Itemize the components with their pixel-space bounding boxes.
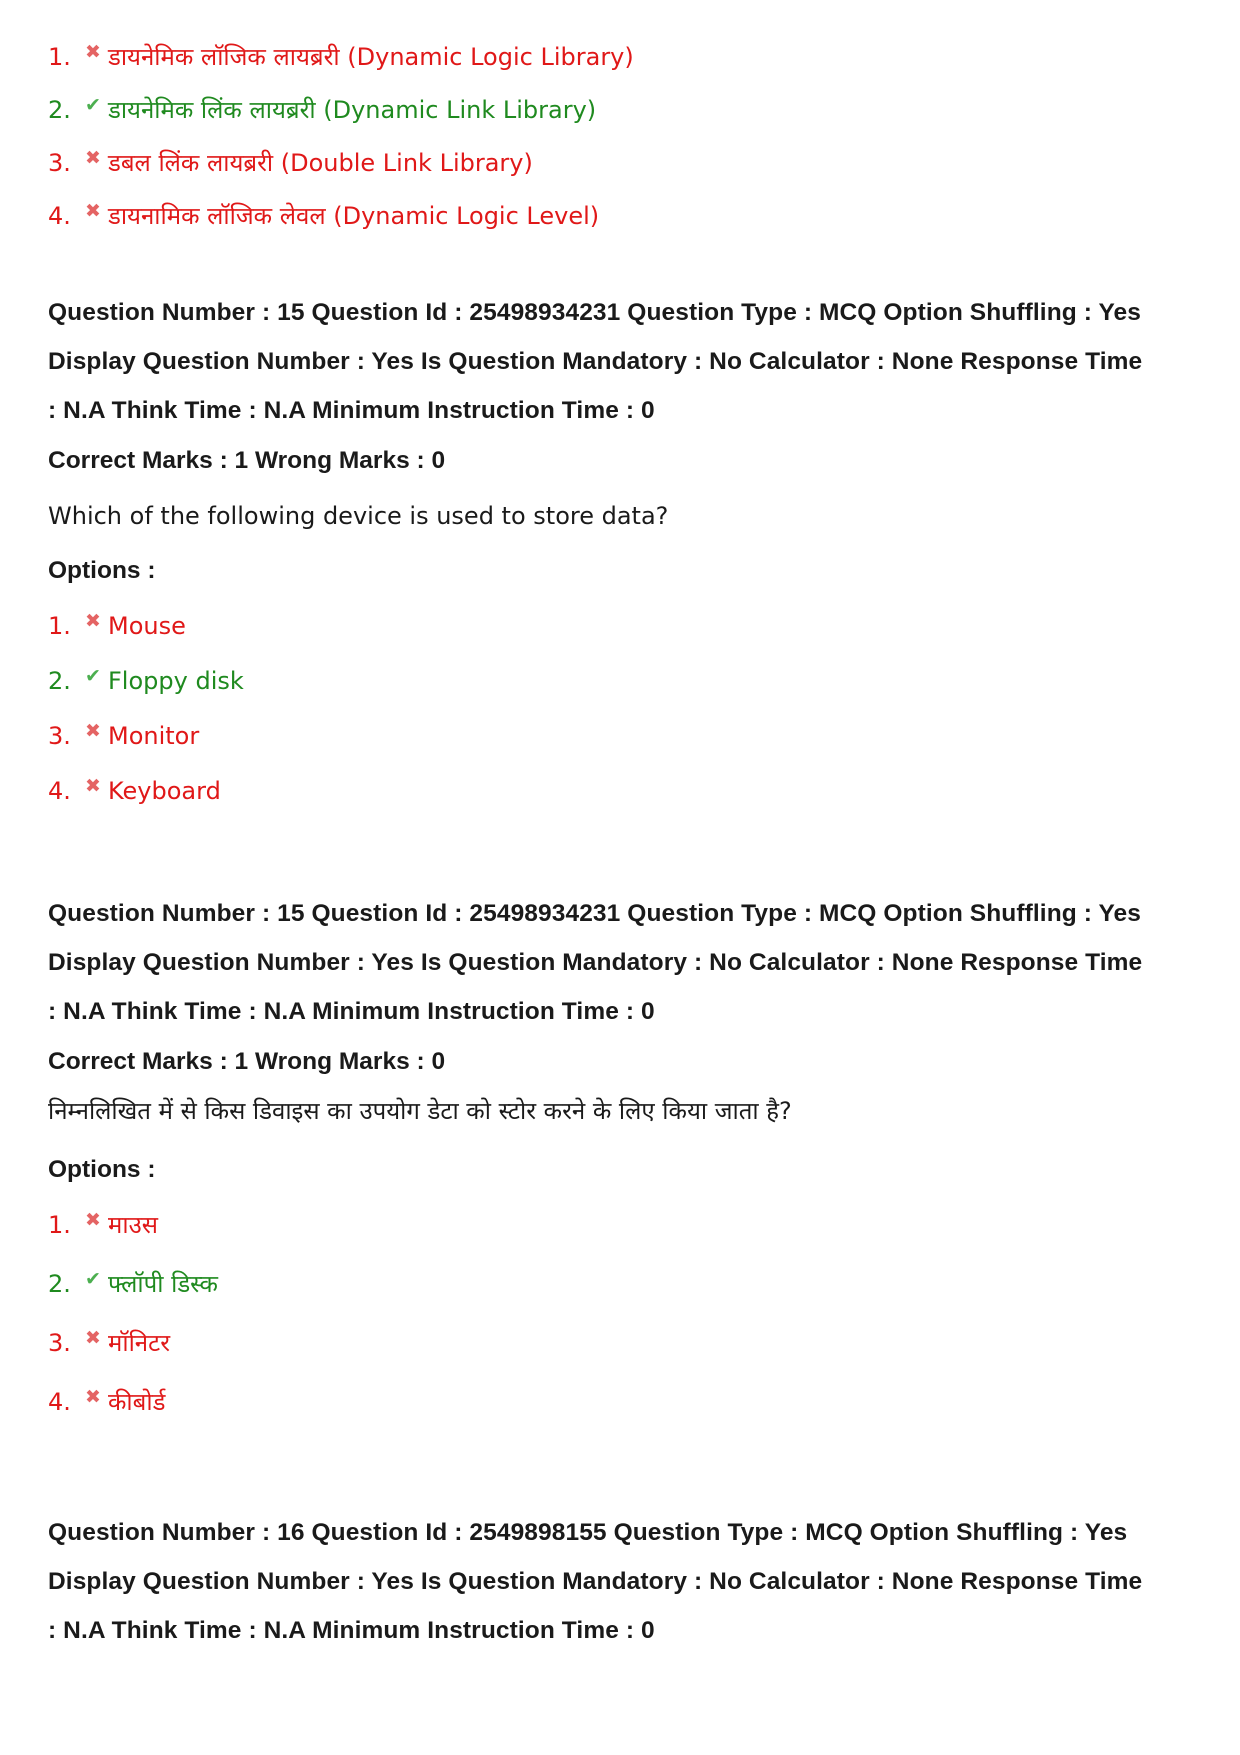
cross-icon: ✖ bbox=[85, 1209, 101, 1231]
question-block bbox=[48, 1508, 1208, 1655]
question-block bbox=[48, 288, 1208, 805]
option-number: 3. bbox=[48, 149, 71, 177]
option-item bbox=[48, 42, 634, 72]
option-text: कीबोर्ड bbox=[108, 1388, 166, 1416]
question-marks: Correct Marks : 1 Wrong Marks : 0 bbox=[48, 1048, 446, 1075]
option-item bbox=[48, 721, 199, 751]
option-item bbox=[48, 1210, 158, 1240]
option-item bbox=[48, 776, 221, 806]
option-text: माउस bbox=[108, 1211, 158, 1239]
option-number: 3. bbox=[48, 722, 71, 750]
option-number: 1. bbox=[48, 43, 71, 71]
option-number: 1. bbox=[48, 612, 71, 640]
option-text: डायनेमिक लॉजिक लायब्ररी (Dynamic Logic Library) bbox=[108, 43, 634, 71]
question-meta-line: : N.A Think Time : N.A Minimum Instruction Time : 0 bbox=[48, 397, 655, 424]
question-meta-line: Display Question Number : Yes Is Question Mandatory : No Calculator : None Response Time bbox=[48, 1568, 1143, 1595]
option-item bbox=[48, 1269, 218, 1299]
option-text: फ्लॉपी डिस्क bbox=[108, 1270, 218, 1298]
option-item bbox=[48, 1387, 165, 1417]
option-item bbox=[48, 666, 244, 696]
cross-icon: ✖ bbox=[85, 720, 101, 742]
option-text: डायनामिक लॉजिक लेवल (Dynamic Logic Level) bbox=[108, 202, 600, 230]
option-text: Monitor bbox=[108, 722, 200, 750]
option-text: मॉनिटर bbox=[108, 1329, 171, 1357]
option-text: डायनेमिक लिंक लायब्ररी (Dynamic Link Library) bbox=[108, 96, 597, 124]
question-text: निम्नलिखित में से किस डिवाइस का उपयोग डेटा को स्टोर करने के लिए किया जाता है? bbox=[48, 1097, 792, 1125]
option-item bbox=[48, 95, 596, 125]
check-icon: ✔ bbox=[85, 94, 101, 116]
option-item bbox=[48, 148, 533, 178]
question-marks: Correct Marks : 1 Wrong Marks : 0 bbox=[48, 447, 446, 474]
option-number: 4. bbox=[48, 202, 71, 230]
question-meta-line: Display Question Number : Yes Is Question Mandatory : No Calculator : None Response Time bbox=[48, 348, 1143, 375]
option-number: 4. bbox=[48, 1388, 71, 1416]
question-meta-line: Question Number : 16 Question Id : 2549898155 Question Type : MCQ Option Shuffling : Yes bbox=[48, 1519, 1128, 1546]
cross-icon: ✖ bbox=[85, 610, 101, 632]
cross-icon: ✖ bbox=[85, 1386, 101, 1408]
option-number: 4. bbox=[48, 777, 71, 805]
cross-icon: ✖ bbox=[85, 1327, 101, 1349]
question-text: Which of the following device is used to store data? bbox=[48, 502, 669, 530]
question-meta-line: Question Number : 15 Question Id : 25498934231 Question Type : MCQ Option Shuffling : Yes bbox=[48, 900, 1142, 927]
option-text: Mouse bbox=[108, 612, 186, 640]
question-meta-line: : N.A Think Time : N.A Minimum Instruction Time : 0 bbox=[48, 1617, 655, 1644]
cross-icon: ✖ bbox=[85, 200, 101, 222]
option-number: 2. bbox=[48, 1270, 71, 1298]
cross-icon: ✖ bbox=[85, 41, 101, 63]
option-number: 2. bbox=[48, 667, 71, 695]
option-text: डबल लिंक लायब्ररी (Double Link Library) bbox=[108, 149, 533, 177]
check-icon: ✔ bbox=[85, 665, 101, 687]
option-text: Keyboard bbox=[108, 777, 221, 805]
option-item bbox=[48, 1328, 170, 1358]
option-item bbox=[48, 611, 186, 641]
cross-icon: ✖ bbox=[85, 147, 101, 169]
question-meta-line: Display Question Number : Yes Is Question Mandatory : No Calculator : None Response Time bbox=[48, 949, 1143, 976]
option-number: 2. bbox=[48, 96, 71, 124]
options-label: Options : bbox=[48, 1156, 156, 1183]
option-item bbox=[48, 201, 599, 231]
option-number: 3. bbox=[48, 1329, 71, 1357]
question-block bbox=[48, 889, 1208, 1416]
option-number: 1. bbox=[48, 1211, 71, 1239]
question-meta-line: : N.A Think Time : N.A Minimum Instruction Time : 0 bbox=[48, 998, 655, 1025]
options-label: Options : bbox=[48, 557, 156, 584]
check-icon: ✔ bbox=[85, 1268, 101, 1290]
question-meta-line: Question Number : 15 Question Id : 25498934231 Question Type : MCQ Option Shuffling : Yes bbox=[48, 299, 1142, 326]
option-text: Floppy disk bbox=[108, 667, 244, 695]
cross-icon: ✖ bbox=[85, 775, 101, 797]
